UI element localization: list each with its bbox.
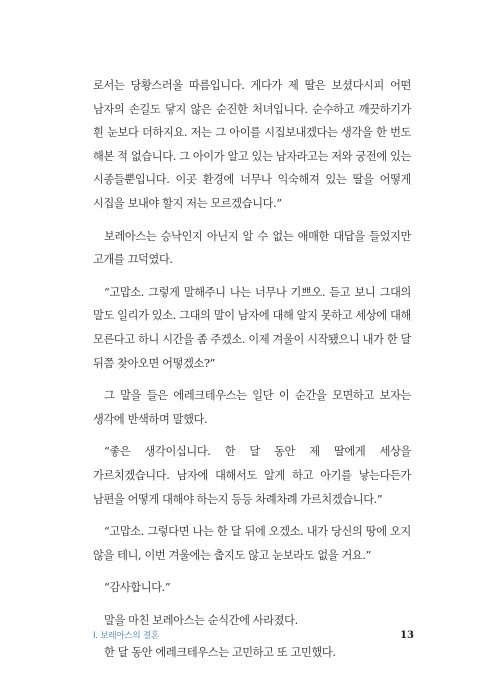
paragraph-6: “고맙소. 그렇다면 나는 한 달 뒤에 오겠소. 내가 당신의 땅에 오지 않을 테니, 이번 겨울에는 춥지도 않고 눈보라도 없을 거요.” bbox=[93, 525, 411, 562]
body-text bbox=[93, 74, 411, 674]
paragraph-4: 그 말을 들은 에레크테우스는 일단 이 순간을 모면하고 보자는 생각에 반색하며 말했다. bbox=[93, 389, 411, 426]
chapter-title: I. 보레아스의 결혼 bbox=[93, 631, 159, 641]
paragraph-5: “좋은 생각이십니다. 한 달 동안 제 딸에게 세상을 가르치겠습니다. 남자에 대해서도 알게 하고 아기를 낳는다든가 남편을 어떻게 대해야 하는지 등등 차례차례 가르치겠습니다.” bbox=[93, 445, 411, 506]
page-footer bbox=[93, 627, 414, 643]
paragraph-1: 로서는 당황스러울 따름입니다. 게다가 제 딸은 보셨다시피 어떤 남자의 손길도 닿지 않은 순진한 처녀입니다. 순수하고 깨끗하기가 흰 눈보다 더하지요. 저는 그 아이를 시집보내겠다는 생각을 한 번도 해본 적 없습니다. 그 아이가 알고 있는 남자라고는 저와 궁전에 있는 시종들뿐입니다. 이곳 환경에 너무나 익숙해져 있는 딸을 어떻게 시집을 보내야 할지 저는 모르겠습니다.” bbox=[93, 79, 411, 210]
paragraph-3: “고맙소. 그렇게 말해주니 나는 너무나 기쁘오. 듣고 보니 그대의 말도 일리가 있소. 그대의 말이 남자에 대해 알지 못하고 세상에 대해 모른다고 하니 시간을 좀 주겠소. 이제 겨울이 시작됐으니 내가 한 달 뒤쯤 찾아오면 어떻겠소?” bbox=[93, 285, 411, 370]
paragraph-8: 말을 마친 보레아스는 순식간에 사라졌다. bbox=[104, 613, 298, 627]
page-number: 13 bbox=[400, 629, 414, 641]
paragraph-2: 보레아스는 승낙인지 아닌지 알 수 없는 애매한 대답을 들었지만 고개를 끄덕였다. bbox=[93, 229, 411, 267]
paragraph-7: “감사합니다.” bbox=[104, 581, 171, 595]
paragraph-9: 한 달 동안 에레크테우스는 고민하고 또 고민했다. bbox=[104, 646, 336, 660]
